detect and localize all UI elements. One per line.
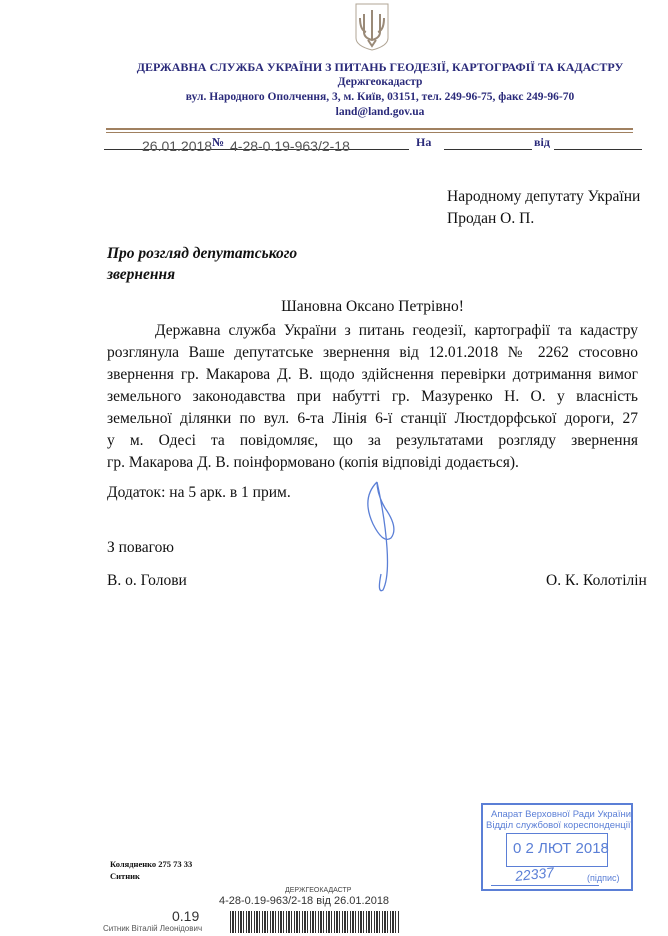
body-line: гр. Макарова Д. В. поінформовано (копія відповіді додається). — [107, 454, 519, 471]
stamp-line-2: Відділ службової кореспонденції — [486, 820, 631, 831]
stamp-line-1: Апарат Верховної Ради України — [491, 809, 632, 820]
addressee-line-1: Народному депутату України — [447, 188, 641, 205]
handwritten-signature-icon — [355, 478, 425, 603]
org-short-name: Держгеокадастр — [337, 76, 423, 88]
vid-underline — [554, 149, 642, 150]
doc-code: 0.19 — [172, 908, 200, 924]
org-name: ДЕРЖАВНА СЛУЖБА УКРАЇНИ З ПИТАНЬ ГЕОДЕЗІЇ, КАРТОГРАФІЇ ТА КАДАСТРУ — [136, 60, 624, 74]
stamp-underline — [491, 885, 599, 886]
body-line: розглянула Ваше депутатське звернення від 12.01.2018 № 2262 стосовно — [107, 344, 638, 361]
attachment-note: Додаток: на 5 арк. в 1 прим. — [107, 484, 291, 501]
signer-name: О. К. Колотілін — [546, 572, 647, 589]
body-line: у м. Одесі та повідомляє, що за результатами розгляду звернення — [107, 432, 638, 449]
reg-no-label: № — [212, 135, 225, 149]
signer-position: В. о. Голови — [107, 572, 187, 589]
body-line: звернення гр. Макарова Д. В. щодо здійснення перевірки дотримання вимог — [107, 366, 638, 383]
body-line: Державна служба України з питань геодезії, картографії та кадастру — [155, 322, 638, 339]
na-label: На — [416, 135, 432, 149]
subject-line-1: Про розгляд депутатського — [107, 245, 298, 262]
na-underline — [444, 149, 532, 150]
registration-line — [104, 136, 634, 154]
stamp-date: 0 2 ЛЮТ 2018 — [513, 840, 609, 857]
reg-date: 26.01.2018 — [142, 138, 213, 154]
subject-line-2: звернення — [107, 266, 176, 283]
barcode-icon — [230, 911, 400, 933]
addressee-line-2: Продан О. П. — [447, 210, 535, 227]
closing: З повагою — [107, 539, 174, 556]
header-divider — [106, 128, 633, 133]
stamp-number: 22337 — [514, 864, 555, 884]
vid-label: від — [534, 135, 550, 149]
org-address: вул. Народного Ополчення, 3, м. Київ, 03151, тел. 249-96-75, факс 249-96-70 — [185, 91, 575, 103]
stamp-sign-label: (підпис) — [587, 873, 620, 883]
barcode-org: ДЕРЖГЕОКАДАСТР — [285, 887, 352, 894]
greeting: Шановна Оксано Петрівно! — [281, 298, 464, 315]
registration-stamp — [481, 803, 633, 891]
body-line: земельної ділянки по вул. 6-та Лінія 6-ї станції Люстдорфської дороги, 27 — [107, 410, 638, 427]
org-email: land@land.gov.ua — [335, 106, 425, 118]
reg-number: 4-28-0.19-963/2-18 — [230, 138, 350, 154]
doc-person: Ситник Віталій Леонідович — [103, 924, 203, 933]
emblem-trident-icon — [352, 2, 392, 57]
barcode-ref: 4-28-0.19-963/2-18 від 26.01.2018 — [219, 895, 390, 907]
body-line: земельного законодавства при набутті гр. Мазуренко Н. О. у власність — [107, 388, 638, 405]
executor-second: Ситник — [110, 871, 140, 881]
executor-info: Колядненко 275 73 33 — [110, 859, 193, 869]
